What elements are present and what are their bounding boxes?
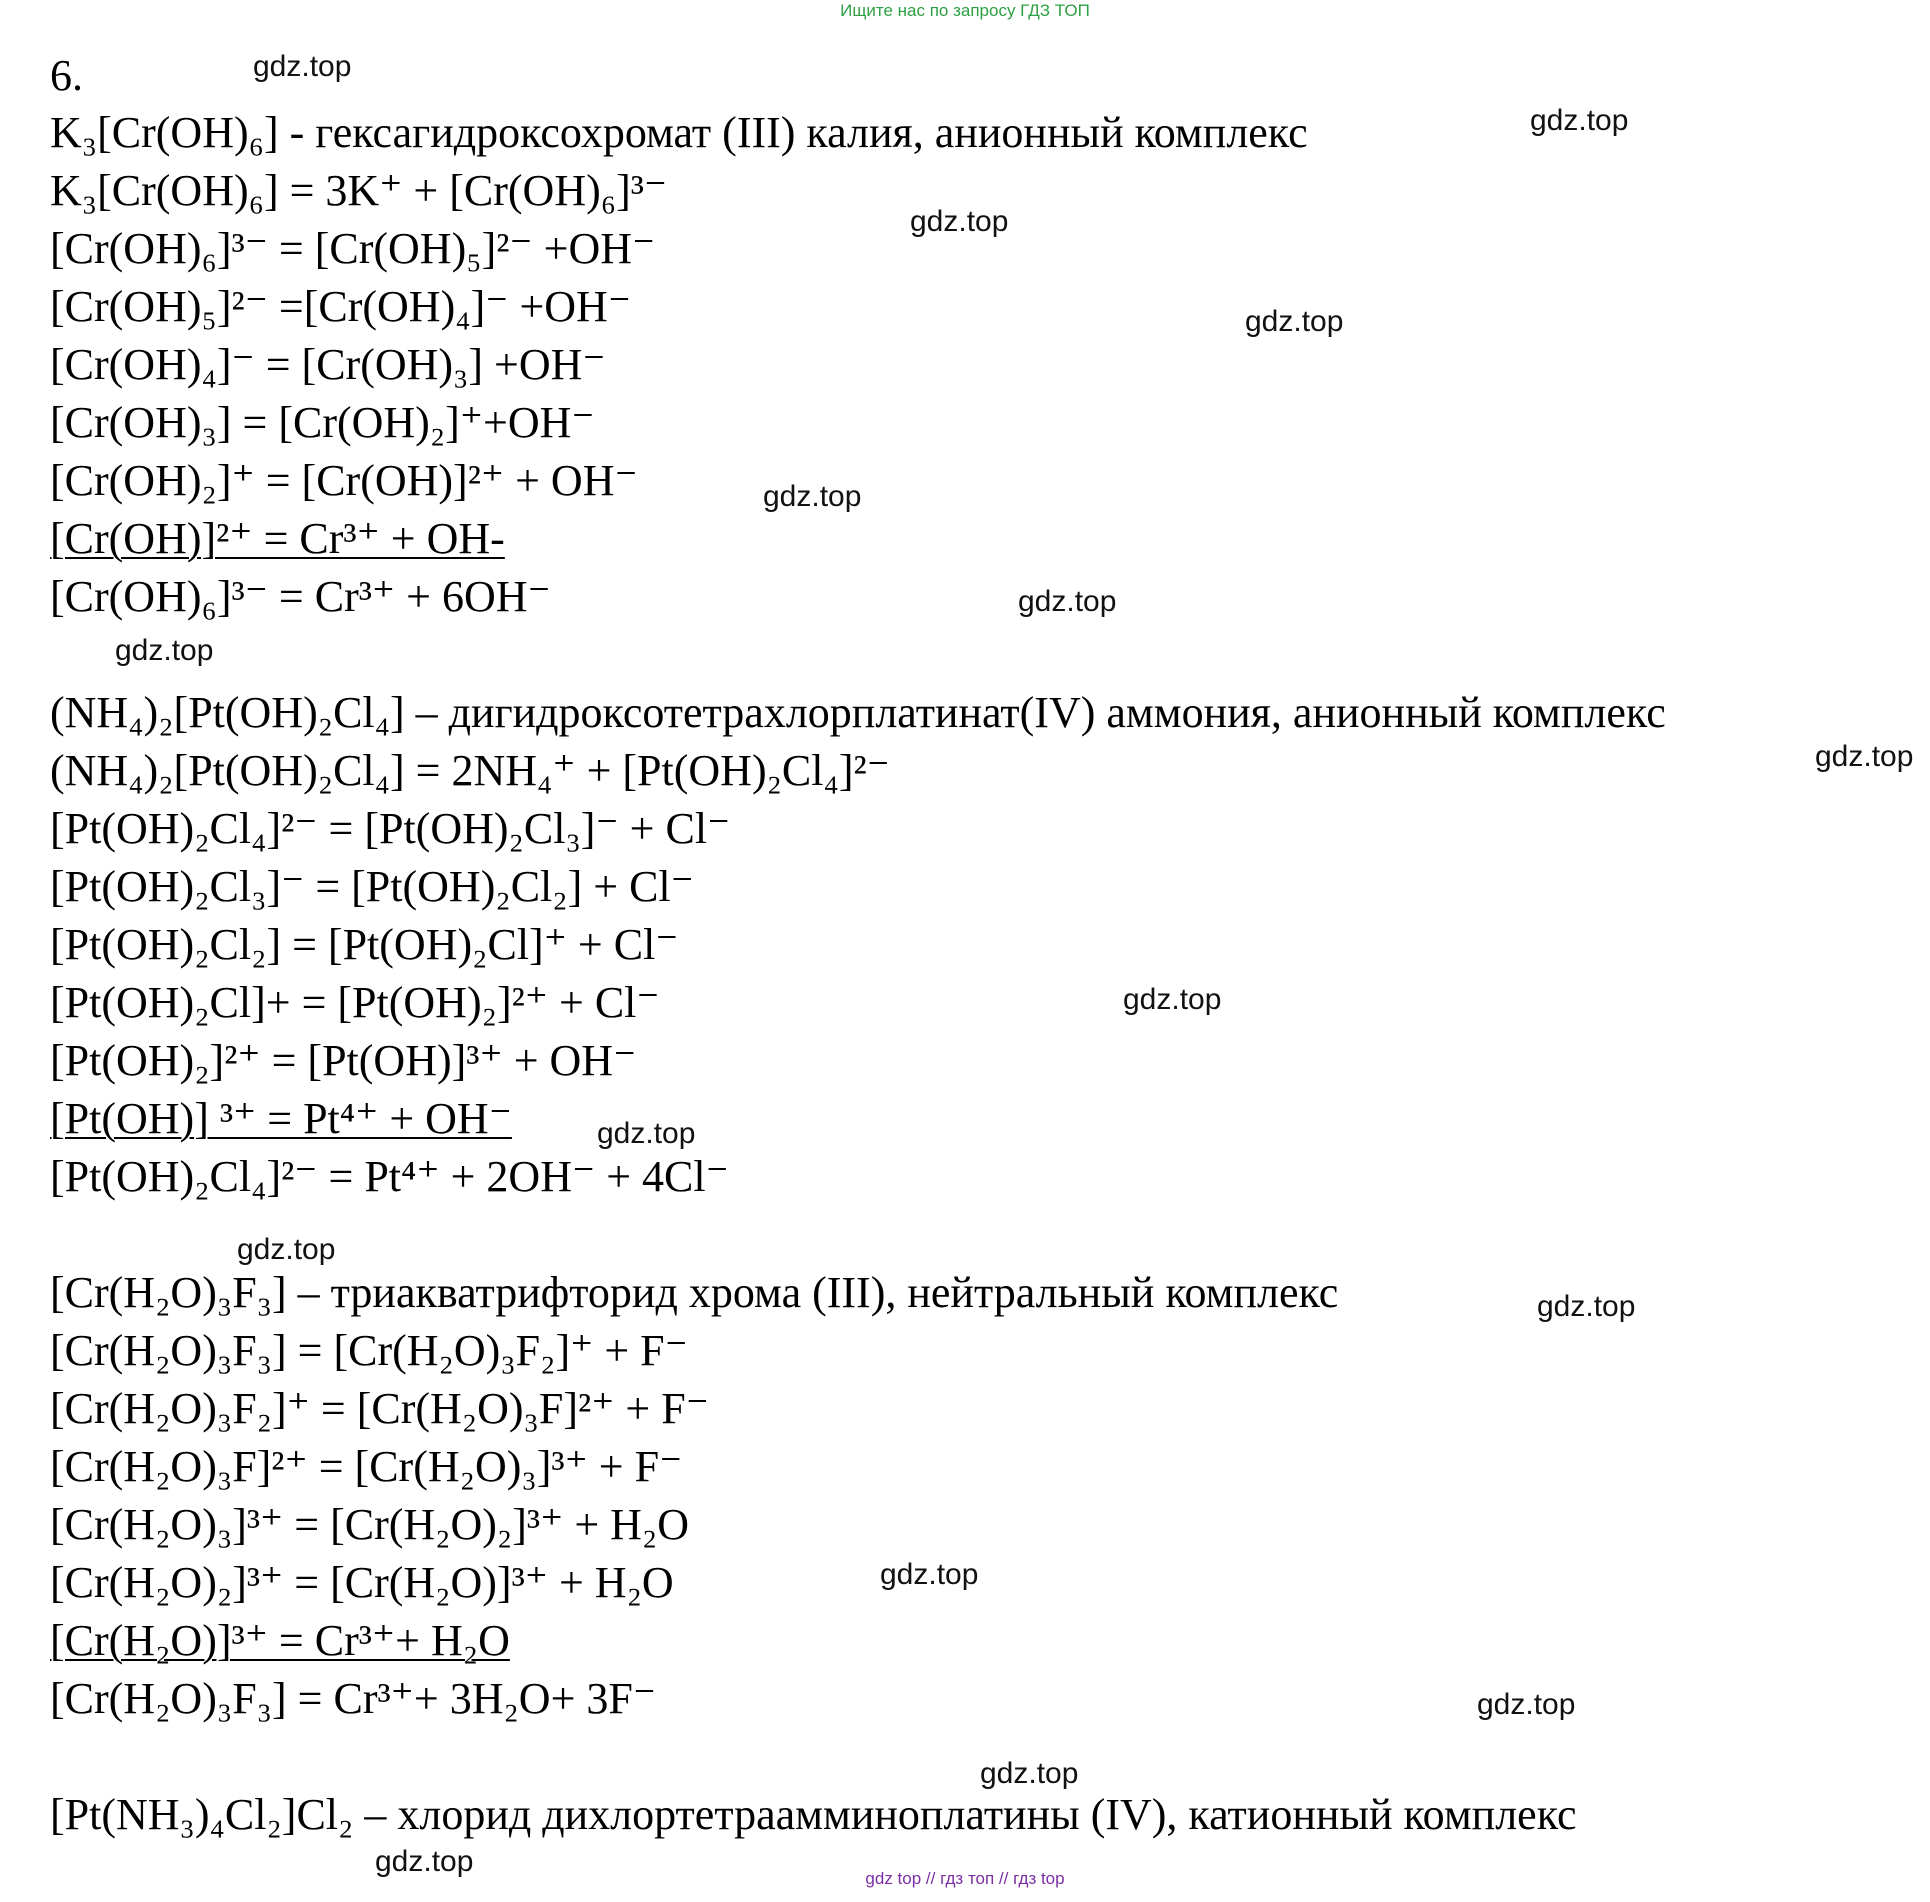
formula-line-underlined: [Pt(OH)] ³⁺ = Pt⁴⁺ + OH⁻ (50, 1094, 512, 1143)
summary-equation: [Cr(H₂O)₃F₃] = Cr³⁺+ 3H₂O+ 3F⁻ (50, 1674, 657, 1723)
formula-line: (NH₄)₂[Pt(OH)₂Cl₄] – дигидроксотетрахлорплатинат(IV) аммония, анионный комплекс (50, 688, 1666, 737)
formula-line: [Cr(H₂O)₃F₃] – триакватрифторид хрома (III), нейтральный комплекс (50, 1268, 1339, 1317)
section-chromium-fluoride (50, 1264, 1338, 1728)
top-banner[interactable]: Ищите нас по запросу ГДЗ ТОП (840, 1, 1090, 20)
watermark: gdz.top (1245, 305, 1344, 338)
formula-line: [Cr(OH)₅]²⁻ =[Cr(OH)₄]⁻ +OH⁻ (50, 282, 632, 331)
formula-line-underlined: [Cr(H₂O)]³⁺ = Cr³⁺+ H₂O (50, 1616, 510, 1665)
section-platinum-chloride (50, 1786, 1577, 1844)
formula-line: K₃[Cr(OH)₆] = 3K⁺ + [Cr(OH)₆]³⁻ (50, 166, 668, 215)
watermark: gdz.top (253, 50, 352, 83)
watermark: gdz.top (880, 1558, 979, 1591)
formula-line: [Cr(H₂O)₃F₂]⁺ = [Cr(H₂O)₃F]²⁺ + F⁻ (50, 1384, 709, 1433)
formula-line: (NH₄)₂[Pt(OH)₂Cl₄] = 2NH₄⁺ + [Pt(OH)₂Cl₄]²⁻ (50, 746, 890, 795)
watermark: gdz.top (237, 1233, 336, 1266)
watermark: gdz.top (1530, 104, 1629, 137)
watermark: gdz.top (1537, 1290, 1636, 1323)
formula-line: [Cr(OH)₄]⁻ = [Cr(OH)₃] +OH⁻ (50, 340, 606, 389)
watermark: gdz.top (115, 634, 214, 667)
watermark: gdz.top (763, 480, 862, 513)
formula-line-underlined: [Cr(OH)]²⁺ = Cr³⁺ + OH- (50, 514, 505, 563)
formula-line: [Cr(OH)₆]³⁻ = [Cr(OH)₅]²⁻ +OH⁻ (50, 224, 656, 273)
formula-line: [Pt(OH)₂Cl]+ = [Pt(OH)₂]²⁺ + Cl⁻ (50, 978, 660, 1027)
watermark: gdz.top (375, 1845, 474, 1878)
watermark: gdz.top (980, 1757, 1079, 1790)
formula-line: [Cr(H₂O)₃F]²⁺ = [Cr(H₂O)₃]³⁺ + F⁻ (50, 1442, 683, 1491)
watermark: gdz.top (1123, 983, 1222, 1016)
formula-line: [Cr(H₂O)₃F₃] = [Cr(H₂O)₃F₂]⁺ + F⁻ (50, 1326, 688, 1375)
footer-links[interactable]: gdz top // гдз топ // гдз top (865, 1869, 1065, 1888)
watermark: gdz.top (910, 205, 1009, 238)
formula-line: [Pt(NH₃)₄Cl₂]Cl₂ – хлорид дихлортетраамминоплатины (IV), катионный комплекс (50, 1790, 1577, 1839)
formula-line: [Pt(OH)₂]²⁺ = [Pt(OH)]³⁺ + OH⁻ (50, 1036, 637, 1085)
summary-equation: [Pt(OH)₂Cl₄]²⁻ = Pt⁴⁺ + 2OH⁻ + 4Cl⁻ (50, 1152, 729, 1201)
watermark: gdz.top (1815, 740, 1914, 773)
watermark: gdz.top (1018, 585, 1117, 618)
summary-equation: [Cr(OH)₆]³⁻ = Cr³⁺ + 6OH⁻ (50, 572, 551, 621)
section-platinate (50, 684, 1666, 1206)
problem-number: 6. (50, 51, 83, 100)
formula-line: [Pt(OH)₂Cl₄]²⁻ = [Pt(OH)₂Cl₃]⁻ + Cl⁻ (50, 804, 731, 853)
watermark: gdz.top (597, 1117, 696, 1150)
section-chromate (50, 104, 1308, 626)
formula-line: K₃[Cr(OH)₆] - гексагидроксохромат (III) калия, анионный комплекс (50, 108, 1308, 157)
formula-line: [Cr(H₂O)₃]³⁺ = [Cr(H₂O)₂]³⁺ + H₂O (50, 1500, 690, 1549)
formula-line: [Pt(OH)₂Cl₃]⁻ = [Pt(OH)₂Cl₂] + Cl⁻ (50, 862, 694, 911)
formula-line: [Cr(OH)₂]⁺ = [Cr(OH)]²⁺ + OH⁻ (50, 456, 638, 505)
formula-line: [Pt(OH)₂Cl₂] = [Pt(OH)₂Cl]⁺ + Cl⁻ (50, 920, 679, 969)
watermark: gdz.top (1477, 1688, 1576, 1721)
formula-line: [Cr(OH)₃] = [Cr(OH)₂]⁺+OH⁻ (50, 398, 595, 447)
formula-line: [Cr(H₂O)₂]³⁺ = [Cr(H₂O)]³⁺ + H₂O (50, 1558, 674, 1607)
